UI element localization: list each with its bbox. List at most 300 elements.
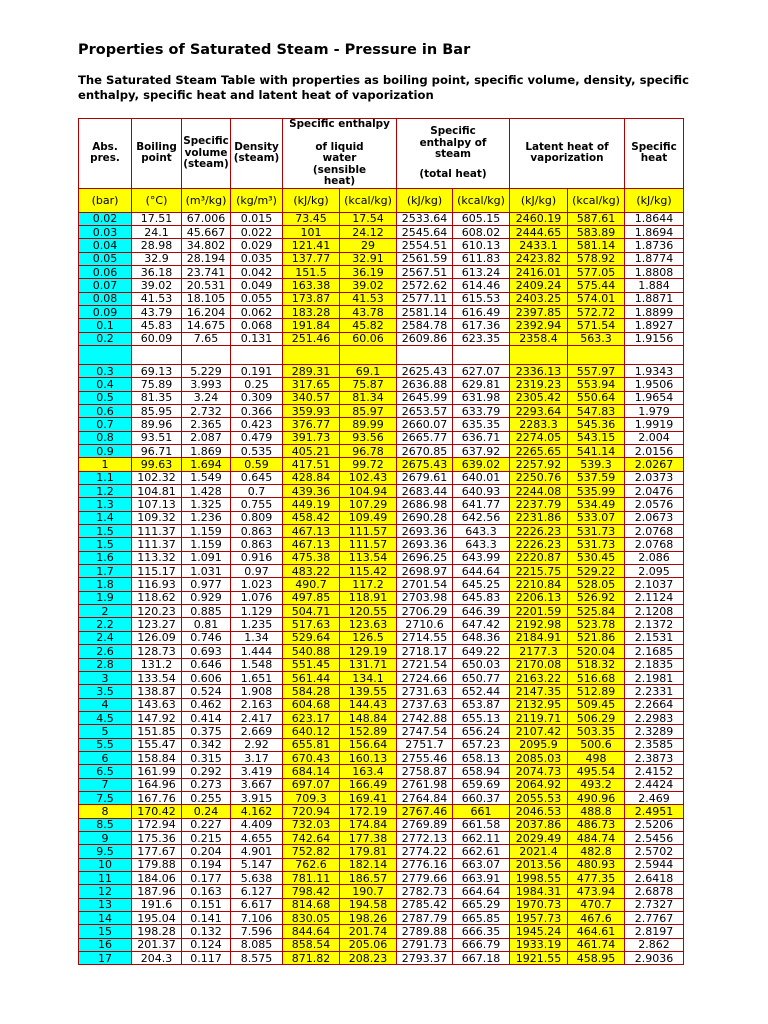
table-row — [79, 252, 684, 265]
table-cell: 45.667 — [182, 225, 231, 238]
table-cell: 0.05 — [79, 252, 132, 265]
table-cell: 0.24 — [182, 805, 231, 818]
table-cell: 798.42 — [283, 885, 340, 898]
table-cell: 553.94 — [568, 378, 625, 391]
table-cell: 2.7767 — [625, 912, 684, 925]
table-cell: 781.11 — [283, 872, 340, 885]
table-cell: 0.366 — [231, 404, 283, 417]
table-cell: 2107.42 — [510, 725, 568, 738]
table-cell: 2776.16 — [397, 858, 453, 871]
table-cell: 629.81 — [453, 378, 510, 391]
table-cell: 405.21 — [283, 445, 340, 458]
table-cell: 2319.23 — [510, 378, 568, 391]
table-cell: 1.428 — [182, 485, 231, 498]
table-cell: 39.02 — [132, 279, 182, 292]
table-cell: 545.36 — [568, 418, 625, 431]
table-cell: 1984.31 — [510, 885, 568, 898]
table-cell: 0.194 — [182, 858, 231, 871]
table-cell: 0.055 — [231, 292, 283, 305]
table-cell: 639.02 — [453, 458, 510, 471]
table-row — [79, 725, 684, 738]
table-cell: 493.2 — [568, 778, 625, 791]
table-cell: 2.4152 — [625, 765, 684, 778]
table-cell: 317.65 — [283, 378, 340, 391]
table-cell: 2769.89 — [397, 818, 453, 831]
table-cell: 543.15 — [568, 431, 625, 444]
table-cell: 134.1 — [340, 671, 397, 684]
table-cell: 104.94 — [340, 485, 397, 498]
table-cell: 540.88 — [283, 645, 340, 658]
table-cell: 2701.54 — [397, 578, 453, 591]
table-cell: 1.8927 — [625, 319, 684, 332]
table-cell: 495.54 — [568, 765, 625, 778]
table-cell: 637.92 — [453, 445, 510, 458]
table-cell: 179.81 — [340, 845, 397, 858]
table-cell: 34.802 — [182, 239, 231, 252]
table-cell: 73.45 — [283, 212, 340, 225]
table-cell: 0.255 — [182, 791, 231, 804]
table-cell: 646.39 — [453, 605, 510, 618]
table-cell: 2.163 — [231, 698, 283, 711]
table-cell: 523.78 — [568, 618, 625, 631]
table-cell: 17.51 — [132, 212, 182, 225]
table-cell: 2403.25 — [510, 292, 568, 305]
table-cell: 664.64 — [453, 885, 510, 898]
table-cell: 0.215 — [182, 831, 231, 844]
table-cell: 488.8 — [568, 805, 625, 818]
table-cell: 3 — [79, 671, 132, 684]
table-cell: 1.9343 — [625, 364, 684, 377]
table-cell: 0.25 — [231, 378, 283, 391]
table-cell: 0.479 — [231, 431, 283, 444]
table-cell: 2791.73 — [397, 938, 453, 951]
table-cell: 583.89 — [568, 225, 625, 238]
table-cell: 475.38 — [283, 551, 340, 564]
table-cell: 635.35 — [453, 418, 510, 431]
unit-cell: (°C) — [132, 188, 182, 212]
table-cell: 467.6 — [568, 912, 625, 925]
table-cell: 667.18 — [453, 952, 510, 965]
table-cell: 204.3 — [132, 952, 182, 965]
table-cell: 113.54 — [340, 551, 397, 564]
table-cell: 0.03 — [79, 225, 132, 238]
table-cell: 6 — [79, 751, 132, 764]
table-cell: 2037.86 — [510, 818, 568, 831]
table-cell: 0.09 — [79, 305, 132, 318]
table-cell: 6.5 — [79, 765, 132, 778]
table-cell: 0.08 — [79, 292, 132, 305]
table-cell: 0.977 — [182, 578, 231, 591]
table-row — [79, 898, 684, 911]
table-cell: 5.638 — [231, 872, 283, 885]
table-cell: 653.87 — [453, 698, 510, 711]
table-cell: 2679.61 — [397, 471, 453, 484]
table-cell: 111.57 — [340, 538, 397, 551]
table-cell: 0.645 — [231, 471, 283, 484]
table-cell: 126.5 — [340, 631, 397, 644]
table-cell: 2.5944 — [625, 858, 684, 871]
table-cell: 0.6 — [79, 404, 132, 417]
table-row — [79, 498, 684, 511]
table-cell: 6.617 — [231, 898, 283, 911]
table-cell: 24.12 — [340, 225, 397, 238]
table-cell: 123.27 — [132, 618, 182, 631]
table-cell: 417.51 — [283, 458, 340, 471]
table-cell: 516.68 — [568, 671, 625, 684]
table-cell: 1.129 — [231, 605, 283, 618]
table-cell: 2237.79 — [510, 498, 568, 511]
table-cell: 16.204 — [182, 305, 231, 318]
table-cell: 172.19 — [340, 805, 397, 818]
table-cell: 1.9156 — [625, 332, 684, 345]
table-cell: 45.82 — [340, 319, 397, 332]
table-cell: 118.62 — [132, 591, 182, 604]
table-cell: 1945.24 — [510, 925, 568, 938]
table-row — [79, 858, 684, 871]
table-cell: 1.6 — [79, 551, 132, 564]
table-cell: 647.42 — [453, 618, 510, 631]
table-cell: 2.2983 — [625, 711, 684, 724]
table-cell: 89.96 — [132, 418, 182, 431]
table-cell: 41.53 — [132, 292, 182, 305]
table-cell: 534.49 — [568, 498, 625, 511]
table-row — [79, 738, 684, 751]
table-cell: 2.2664 — [625, 698, 684, 711]
table-cell: 36.19 — [340, 265, 397, 278]
table-cell: 697.07 — [283, 778, 340, 791]
table-cell: 2742.88 — [397, 711, 453, 724]
table-cell: 1.444 — [231, 645, 283, 658]
table-cell: 614.46 — [453, 279, 510, 292]
table-cell: 2226.23 — [510, 538, 568, 551]
table-cell: 111.57 — [340, 525, 397, 538]
table-cell: 0.4 — [79, 378, 132, 391]
table-cell: 0.049 — [231, 279, 283, 292]
table-cell: 650.77 — [453, 671, 510, 684]
table-cell: 2293.64 — [510, 404, 568, 417]
table-cell: 531.73 — [568, 538, 625, 551]
table-cell: 650.03 — [453, 658, 510, 671]
table-cell: 470.7 — [568, 898, 625, 911]
table-cell: 557.97 — [568, 364, 625, 377]
table-cell: 109.32 — [132, 511, 182, 524]
table-cell: 2184.91 — [510, 631, 568, 644]
table-cell: 844.64 — [283, 925, 340, 938]
table-cell: 4.162 — [231, 805, 283, 818]
table-cell: 2690.28 — [397, 511, 453, 524]
table-cell: 2177.3 — [510, 645, 568, 658]
table-cell: 2021.4 — [510, 845, 568, 858]
table-cell: 2.0768 — [625, 525, 684, 538]
table-cell: 2095.9 — [510, 738, 568, 751]
table-cell: 4 — [79, 698, 132, 711]
table-cell: 10 — [79, 858, 132, 871]
table-cell: 504.71 — [283, 605, 340, 618]
table-cell: 2533.64 — [397, 212, 453, 225]
table-cell: 2.5702 — [625, 845, 684, 858]
table-cell: 561.44 — [283, 671, 340, 684]
table-row — [79, 525, 684, 538]
table-cell: 75.87 — [340, 378, 397, 391]
table-cell: 17 — [79, 952, 132, 965]
table-cell: 486.73 — [568, 818, 625, 831]
table-cell: 2085.03 — [510, 751, 568, 764]
table-cell: 2192.98 — [510, 618, 568, 631]
table-cell: 0.151 — [182, 898, 231, 911]
table-cell: 2210.84 — [510, 578, 568, 591]
table-cell: 2789.88 — [397, 925, 453, 938]
table-cell: 640.12 — [283, 725, 340, 738]
table-cell: 2.0576 — [625, 498, 684, 511]
table-cell: 208.23 — [340, 952, 397, 965]
table-cell: 461.74 — [568, 938, 625, 951]
table-cell: 2.0156 — [625, 445, 684, 458]
table-cell: 4.409 — [231, 818, 283, 831]
table-cell: 3.915 — [231, 791, 283, 804]
table-cell: 617.36 — [453, 319, 510, 332]
table-row — [79, 471, 684, 484]
table-cell: 60.06 — [340, 332, 397, 345]
header-row — [79, 119, 684, 189]
table-cell: 623.17 — [283, 711, 340, 724]
table-row — [79, 671, 684, 684]
header-specific-heat: Specific heat — [625, 119, 684, 189]
table-row — [79, 885, 684, 898]
table-cell: 1.159 — [182, 525, 231, 538]
table-cell: 152.89 — [340, 725, 397, 738]
table-cell: 535.99 — [568, 485, 625, 498]
table-cell — [453, 345, 510, 364]
unit-cell: (kcal/kg) — [453, 188, 510, 212]
table-row — [79, 511, 684, 524]
table-cell: 0.81 — [182, 618, 231, 631]
table-cell: 509.45 — [568, 698, 625, 711]
table-cell: 2561.59 — [397, 252, 453, 265]
table-cell: 658.94 — [453, 765, 510, 778]
table-cell: 2433.1 — [510, 239, 568, 252]
table-cell: 529.64 — [283, 631, 340, 644]
table-row — [79, 391, 684, 404]
table-cell: 0.809 — [231, 511, 283, 524]
table-cell: 0.227 — [182, 818, 231, 831]
table-cell: 2.0373 — [625, 471, 684, 484]
table-cell: 183.28 — [283, 305, 340, 318]
table-cell: 1.9 — [79, 591, 132, 604]
table-cell: 6.127 — [231, 885, 283, 898]
table-cell: 163.4 — [340, 765, 397, 778]
table-cell: 23.741 — [182, 265, 231, 278]
table-cell: 656.24 — [453, 725, 510, 738]
unit-cell: (kJ/kg) — [510, 188, 568, 212]
table-cell: 81.35 — [132, 391, 182, 404]
table-cell: 2.1037 — [625, 578, 684, 591]
table-cell: 3.419 — [231, 765, 283, 778]
table-cell: 29 — [340, 239, 397, 252]
table-cell: 458.95 — [568, 952, 625, 965]
table-cell: 643.3 — [453, 538, 510, 551]
table-cell: 3.993 — [182, 378, 231, 391]
table-cell: 2.8 — [79, 658, 132, 671]
table-cell: 2206.13 — [510, 591, 568, 604]
table-cell: 657.23 — [453, 738, 510, 751]
table-cell: 1.7 — [79, 565, 132, 578]
table-cell: 2397.85 — [510, 305, 568, 318]
table-cell: 2609.86 — [397, 332, 453, 345]
table-cell — [132, 345, 182, 364]
table-cell: 644.64 — [453, 565, 510, 578]
table-cell: 649.22 — [453, 645, 510, 658]
table-cell: 7.106 — [231, 912, 283, 925]
table-cell: 7.65 — [182, 332, 231, 345]
table-cell: 0.132 — [182, 925, 231, 938]
table-row — [79, 431, 684, 444]
table-cell: 2.4424 — [625, 778, 684, 791]
table-cell: 36.18 — [132, 265, 182, 278]
table-cell: 2.0267 — [625, 458, 684, 471]
table-cell: 169.41 — [340, 791, 397, 804]
table-cell: 0.035 — [231, 252, 283, 265]
table-row — [79, 925, 684, 938]
table-cell: 115.17 — [132, 565, 182, 578]
table-row — [79, 319, 684, 332]
table-cell: 2336.13 — [510, 364, 568, 377]
table-cell: 1.2 — [79, 485, 132, 498]
table-cell: 608.02 — [453, 225, 510, 238]
table-cell: 99.63 — [132, 458, 182, 471]
table-cell: 194.58 — [340, 898, 397, 911]
table-cell: 1.1 — [79, 471, 132, 484]
table-cell: 289.31 — [283, 364, 340, 377]
table-cell: 2698.97 — [397, 565, 453, 578]
table-cell: 0.7 — [231, 485, 283, 498]
table-cell: 500.6 — [568, 738, 625, 751]
table-cell: 467.13 — [283, 525, 340, 538]
table-cell: 177.38 — [340, 831, 397, 844]
table-cell: 111.37 — [132, 538, 182, 551]
table-cell: 2718.17 — [397, 645, 453, 658]
table-cell: 2731.63 — [397, 685, 453, 698]
table-cell: 93.56 — [340, 431, 397, 444]
table-cell: 662.61 — [453, 845, 510, 858]
table-cell: 497.85 — [283, 591, 340, 604]
table-cell: 43.78 — [340, 305, 397, 318]
table-cell: 120.23 — [132, 605, 182, 618]
table-cell: 0.5 — [79, 391, 132, 404]
table-cell: 2.7327 — [625, 898, 684, 911]
table-cell: 0.646 — [182, 658, 231, 671]
table-cell: 631.98 — [453, 391, 510, 404]
table-cell: 2 — [79, 605, 132, 618]
table-cell: 473.94 — [568, 885, 625, 898]
table-cell: 512.89 — [568, 685, 625, 698]
table-cell: 0.414 — [182, 711, 231, 724]
table-cell: 2.365 — [182, 418, 231, 431]
table-cell: 191.6 — [132, 898, 182, 911]
table-cell: 0.606 — [182, 671, 231, 684]
table-cell: 464.61 — [568, 925, 625, 938]
table-cell: 7.5 — [79, 791, 132, 804]
table-cell: 0.462 — [182, 698, 231, 711]
header-specific-volume: Specific volume (steam) — [182, 119, 231, 189]
table-cell: 0.068 — [231, 319, 283, 332]
table-cell: 645.83 — [453, 591, 510, 604]
header-latent-heat: Latent heat of vaporization — [510, 119, 625, 189]
table-cell: 175.36 — [132, 831, 182, 844]
table-cell — [340, 345, 397, 364]
table-cell: 75.89 — [132, 378, 182, 391]
table-cell: 340.57 — [283, 391, 340, 404]
table-cell: 8.085 — [231, 938, 283, 951]
table-cell: 574.01 — [568, 292, 625, 305]
table-cell: 148.84 — [340, 711, 397, 724]
table-cell: 0.292 — [182, 765, 231, 778]
table-cell: 143.63 — [132, 698, 182, 711]
table-cell: 575.44 — [568, 279, 625, 292]
table-cell: 2409.24 — [510, 279, 568, 292]
header-enthalpy-steam — [397, 119, 510, 189]
table-body — [79, 212, 684, 965]
table-cell: 2779.66 — [397, 872, 453, 885]
table-cell: 2.5456 — [625, 831, 684, 844]
table-cell: 163.38 — [283, 279, 340, 292]
table-row — [79, 279, 684, 292]
table-cell: 111.37 — [132, 525, 182, 538]
table-cell: 0.746 — [182, 631, 231, 644]
table-cell: 96.78 — [340, 445, 397, 458]
table-cell: 2545.64 — [397, 225, 453, 238]
table-cell: 1.091 — [182, 551, 231, 564]
table-cell: 0.863 — [231, 538, 283, 551]
table-cell: 858.54 — [283, 938, 340, 951]
table-cell: 2.469 — [625, 791, 684, 804]
table-cell — [182, 345, 231, 364]
table-cell: 577.05 — [568, 265, 625, 278]
table-cell: 2.1208 — [625, 605, 684, 618]
table-cell: 551.45 — [283, 658, 340, 671]
table-cell: 2170.08 — [510, 658, 568, 671]
table-cell: 2670.85 — [397, 445, 453, 458]
table-cell: 2636.88 — [397, 378, 453, 391]
page-subtitle: The Saturated Steam Table with properties as boiling point, specific volume, density, specific enthalpy, specific heat and latent heat of vaporization — [78, 73, 689, 102]
table-cell: 2737.63 — [397, 698, 453, 711]
table-cell: 616.49 — [453, 305, 510, 318]
table-cell: 9.5 — [79, 845, 132, 858]
table-row — [79, 698, 684, 711]
table-cell: 2.087 — [182, 431, 231, 444]
table-cell: 539.3 — [568, 458, 625, 471]
table-cell: 2119.71 — [510, 711, 568, 724]
table-cell: 1 — [79, 458, 132, 471]
table-cell: 96.71 — [132, 445, 182, 458]
table-row — [79, 239, 684, 252]
table-cell: 1.031 — [182, 565, 231, 578]
table-cell: 521.86 — [568, 631, 625, 644]
table-row — [79, 605, 684, 618]
table-cell: 2.6 — [79, 645, 132, 658]
table-cell: 605.15 — [453, 212, 510, 225]
table-cell: 28.98 — [132, 239, 182, 252]
table-cell: 467.13 — [283, 538, 340, 551]
header-boiling-point: Boiling point — [132, 119, 182, 189]
table-cell: 131.2 — [132, 658, 182, 671]
table-cell: 2.4 — [79, 631, 132, 644]
table-cell: 0.375 — [182, 725, 231, 738]
table-cell: 104.81 — [132, 485, 182, 498]
unit-cell: (m³/kg) — [182, 188, 231, 212]
table-cell: 2274.05 — [510, 431, 568, 444]
header-enthalpy-liquid-line2: of liquid water (sensible heat) — [312, 140, 367, 187]
table-cell: 2265.65 — [510, 445, 568, 458]
